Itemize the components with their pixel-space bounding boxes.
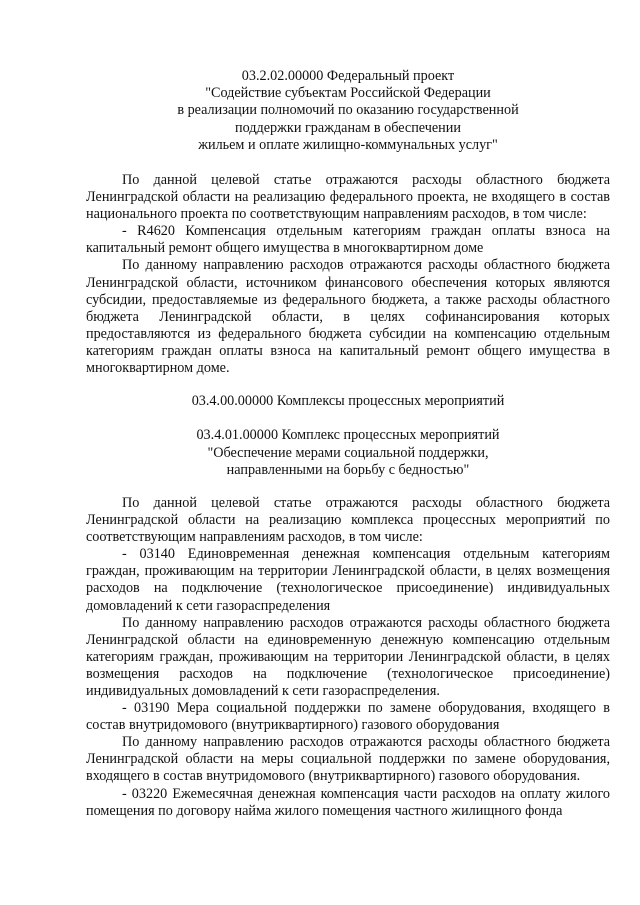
heading-line: "Содействие субъектам Российской Федерации — [205, 85, 491, 102]
heading-line: "Обеспечение мерами социальной поддержки, — [207, 444, 489, 461]
heading-federal-project — [86, 68, 610, 154]
heading-process-complexes — [86, 393, 610, 410]
heading-line: 03.2.02.00000 Федеральный проект — [241, 68, 455, 84]
paragraph-budget-code: - 03190 Мера социальной поддержки по замене оборудования, входящего в состав внутридомового (внутриквартирного) газового оборудования — [86, 700, 610, 734]
paragraph: По данному направлению расходов отражаются расходы областного бюджета Ленинградской области на единовременную денежную компенсацию отдельным категориям граждан, проживающим на территории Ленинградской области, в целях возмещения расходов на подключение (технологическое присоединение) индивидуальных домовладений к сети газораспределения. — [86, 614, 610, 699]
paragraph: По данному направлению расходов отражаются расходы областного бюджета Ленинградской области на меры социальной поддержки по замене оборудования, входящего в состав внутридомового (внутриквартирного) газового оборудования. — [86, 734, 610, 785]
paragraph: По данной целевой статье отражаются расходы областного бюджета Ленинградской области на реализацию федерального проекта, не входящего в состав национального проекта по соответствующим направлениям расходов, в том числе: — [86, 172, 610, 223]
paragraph-budget-code: - 03140 Единовременная денежная компенсация отдельным категориям граждан, проживающим на территории Ленинградской области, в целях возмещения расходов на подключение (технологическое присоединение) индивидуальных домовладений к сети газораспределения — [86, 546, 610, 614]
paragraph-budget-code: - R4620 Компенсация отдельным категориям граждан оплаты взноса на капитальный ремонт общего имущества в многоквартирном доме — [86, 223, 610, 257]
heading-line: в реализации полномочий по оказанию государственной — [177, 102, 519, 119]
heading-line: поддержки гражданам в обеспечении — [235, 119, 461, 136]
heading-line: жильем и оплате жилищно-коммунальных услуг" — [198, 136, 498, 153]
paragraph-budget-code: - 03220 Ежемесячная денежная компенсация части расходов на оплату жилого помещения по договору найма жилого помещения частного жилищного фонда — [86, 785, 610, 819]
paragraph: По данной целевой статье отражаются расходы областного бюджета Ленинградской области на реализацию комплекса процессных мероприятий по соответствующим направлениям расходов, в том числе: — [86, 494, 610, 546]
heading-line: 03.4.01.00000 Комплекс процессных мероприятий — [196, 427, 500, 444]
paragraph: По данному направлению расходов отражаются расходы областного бюджета Ленинградской области, источником финансового обеспечения которых являются субсидии, предоставляемые из федерального бюджета, а также расходы областного бюджета Ленинградской области, в целях софинансирования которых предоставляются из федерального бюджета субсидии на компенсацию отдельным категориям граждан оплаты взноса на капитальный ремонт общего имущества в многоквартирном доме. — [86, 257, 610, 377]
heading-line: 03.4.00.00000 Комплексы процессных мероприятий — [191, 393, 505, 410]
heading-line: направленными на борьбу с бедностью" — [226, 461, 470, 478]
heading-process-complex — [86, 427, 610, 479]
